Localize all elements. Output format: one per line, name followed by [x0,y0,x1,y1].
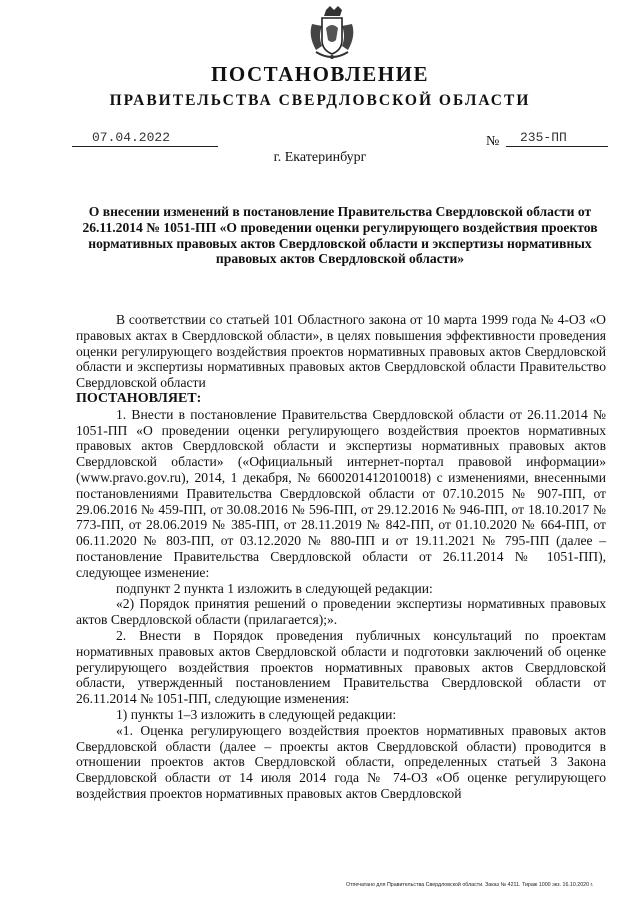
document-body [76,312,606,802]
paragraph-1: 1. Внести в постановление Правительства Свердловской области от 26.11.2014 № 1051-ПП «О проведении оценки регулирующего воздействия проектов нормативных правовых актов Свердловской области и экспертизы нормативных правовых актов Свердловской области» («Официальный интернет-портал правовой информации» (www.pravo.gov.ru), 2014, 1 декабря, № 6600201412010018) с изменениями, внесенными постановлениями Правительства Свердловской области от 07.10.2015 № 907-ПП, от 29.06.2016 № 459-ПП, от 30.08.2016 № 596-ПП, от 29.12.2016 № 946-ПП, от 18.10.2017 № 773-ПП, от 28.06.2019 № 385-ПП, от 28.11.2019 № 842-ПП, от 01.10.2020 № 664-ПП, от 06.11.2020 № 803-ПП, от 03.12.2020 № 880-ПП и от 19.11.2021 № 795-ПП (далее – постановление Правительства Свердловской области от 26.11.2014 № 1051-ПП), следующее изменение: [76,406,606,580]
paragraph-5: 1) пункты 1–3 изложить в следующей редакции: [116,706,397,722]
document-date: 07.04.2022 [72,130,218,147]
decree-word: ПОСТАНОВЛЯЕТ: [76,390,202,406]
city: г. Екатеринбург [273,150,367,165]
subject-heading: О внесении изменений в постановление Правительства Свердловской области от 26.11.2014 № 1051-ПП «О проведении оценки регулирующего воздействия проектов нормативных правовых актов Свердловской области и экспертизы нормативных правовых актов Свердловской области» [82,204,598,267]
paragraph-3: «2) Порядок принятия решений о проведении экспертизы нормативных правовых актов Свердловской области (прилагается);». [76,596,606,628]
number-label: № [486,134,500,149]
document-subtitle: ПРАВИТЕЛЬСТВА СВЕРДЛОВСКОЙ ОБЛАСТИ [109,92,531,109]
coat-of-arms-icon [306,6,358,62]
paragraph-2: подпункт 2 пункта 1 изложить в следующей редакции: [116,580,433,596]
document-number: 235-ПП [506,130,608,147]
paragraph-4: 2. Внести в Порядок проведения публичных консультаций по проектам нормативных правовых актов Свердловской области и подготовки заключений об оценке регулирующего воздействия проектов нормативных правовых актов Свердловской области, утвержденный постановлением Правительства Свердловской области от 26.11.2014 № 1051-ПП, следующие изменения: [76,627,606,707]
print-footer: Отпечатано для Правительства Свердловской области. Заказ № 4211. Тираж 1000 экз. 16.10.2020 г. [346,882,594,888]
document-title: ПОСТАНОВЛЕНИЕ [211,62,429,86]
paragraph-6: «1. Оценка регулирующего воздействия проектов нормативных правовых актов Свердловской области (далее – проекты актов Свердловской области) проводится в отношении проектов актов Свердловской области, определенных статьей 3 Закона Свердловской области от 14 июля 2014 года № 74-ОЗ «Об оценке регулирующего воздействия проектов нормативных правовых актов Свердловской [76,722,606,801]
preamble-paragraph: В соответствии со статьей 101 Областного закона от 10 марта 1999 года № 4-ОЗ «О правовых актах в Свердловской области», в целях повышения эффективности проведения оценки регулирующего воздействия проектов нормативных правовых актов Свердловской области и экспертизы нормативных правовых актов Свердловской области Правительство Свердловской области [76,312,606,391]
